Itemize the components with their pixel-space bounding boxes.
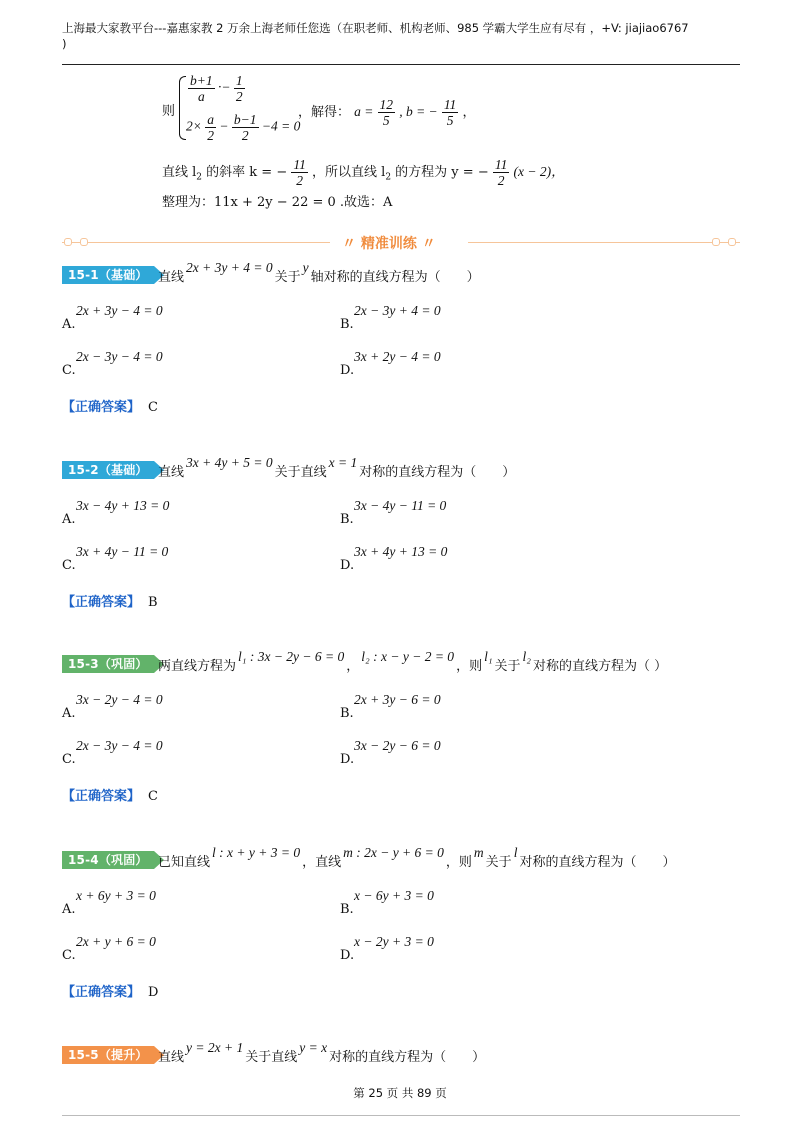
banner-dot-right xyxy=(712,238,720,246)
stem-math: 3x + 4y + 5 = 0 xyxy=(186,455,273,470)
stem-text: 直线 xyxy=(158,270,185,285)
stem-math: l : x + y + 3 = 0 xyxy=(212,845,301,860)
problem-stem xyxy=(158,455,516,480)
stem-text: 关于直线 xyxy=(245,1050,298,1065)
option-label: A. xyxy=(62,512,76,527)
stem-math: y = 2x + 1 xyxy=(186,1040,244,1055)
then-label: 则 xyxy=(162,104,176,119)
problem-badge: 15-4（巩固） xyxy=(62,851,154,869)
header-line1: 上海最大家教平台---嘉惠家教 2 万余上海老师任您选（在职老师、机构老师、985 学霸大学生应有尽有 ，+V: jiajiao6767 xyxy=(62,21,689,35)
final-equation: 整理为：11x + 2y − 22 = 0 .故选：A xyxy=(162,195,393,210)
stem-math: m : 2x − y + 6 = 0 xyxy=(343,845,444,860)
system-brace xyxy=(179,76,186,140)
banner-line-right xyxy=(468,242,740,243)
answer-label: 【正确答案】 xyxy=(62,400,141,415)
problem-badge: 15-3（巩固） xyxy=(62,655,154,673)
stem-text: 对称的直线方程为（ ） xyxy=(359,465,516,480)
answer-value: D xyxy=(148,985,159,1000)
stem-math: y xyxy=(302,260,309,275)
option-math: 3x + 4y + 13 = 0 xyxy=(354,544,448,559)
stem-text: ， xyxy=(346,659,360,674)
stem-math: l₁ xyxy=(484,649,493,664)
stem-math: l xyxy=(513,845,518,860)
option-label: C. xyxy=(62,948,76,963)
option-label: B. xyxy=(340,706,354,721)
stem-math: m xyxy=(473,845,484,860)
problem-stem xyxy=(158,260,480,285)
option-label: D. xyxy=(340,948,355,963)
stem-text: 关于 xyxy=(494,659,521,674)
option-label: B. xyxy=(340,902,354,917)
option-math: 3x − 2y − 6 = 0 xyxy=(354,738,441,753)
problem-stem xyxy=(158,649,668,674)
answer-value: C xyxy=(148,400,158,415)
option-math: 3x − 2y − 4 = 0 xyxy=(76,692,163,707)
option-math: 2x − 3y + 4 = 0 xyxy=(354,303,441,318)
stem-math: l₂ : x − y − 2 = 0 xyxy=(361,649,455,664)
stem-text: 直线 xyxy=(158,1050,185,1065)
option-label: D. xyxy=(340,363,355,378)
problem-badge: 15-1（基础） xyxy=(62,266,154,284)
banner-dot-left2 xyxy=(80,238,88,246)
stem-math: l₂ xyxy=(522,649,531,664)
stem-text: 关于 xyxy=(274,270,301,285)
answer-label: 【正确答案】 xyxy=(62,985,141,1000)
stem-text: 对称的直线方程为（ ） xyxy=(519,855,676,870)
banner-line-left xyxy=(62,242,330,243)
answer-line xyxy=(62,981,158,1000)
option-label: A. xyxy=(62,317,76,332)
option-math: x − 2y + 3 = 0 xyxy=(354,934,434,949)
stem-text: 对称的直线方程为（ ） xyxy=(329,1050,486,1065)
option-math: 3x + 4y − 11 = 0 xyxy=(76,544,169,559)
answer-value: B xyxy=(148,595,158,610)
option-label: B. xyxy=(340,512,354,527)
stem-math: 2x + 3y + 4 = 0 xyxy=(186,260,273,275)
option-label: A. xyxy=(62,902,76,917)
answer-value: C xyxy=(148,789,158,804)
option-math: 2x + y + 6 = 0 xyxy=(76,934,156,949)
header-line2: ) xyxy=(62,37,67,51)
answer-line xyxy=(62,396,158,415)
option-label: D. xyxy=(340,752,355,767)
stem-text: 两直线方程为 xyxy=(158,659,237,674)
banner-title: 〃 精准训练 〃 xyxy=(342,236,436,252)
option-label: C. xyxy=(62,752,76,767)
option-math: x + 6y + 3 = 0 xyxy=(76,888,156,903)
problem-stem xyxy=(158,1040,486,1065)
problem-stem xyxy=(158,845,676,870)
answer-line xyxy=(62,591,158,610)
stem-math: y = x xyxy=(299,1040,328,1055)
answer-label: 【正确答案】 xyxy=(62,789,141,804)
page-number: 第 25 页 共 89 页 xyxy=(353,1086,447,1100)
solve-result: ，解得： a = $\frac{12}{5}$ , b = − $\frac{11}{5}$ ， xyxy=(298,97,476,128)
slope-line: 直线 $l_2$ 的斜率 k = − $\frac{11}{2}$ ，所以直线 $l_2$ 的方程为 y = − $\frac{11}{2}$ (x − 2)， xyxy=(162,157,565,188)
option-math: 2x + 3y − 6 = 0 xyxy=(354,692,441,707)
option-label: C. xyxy=(62,558,76,573)
footer-rule xyxy=(62,1115,740,1116)
stem-text: 关于直线 xyxy=(274,465,327,480)
answer-line xyxy=(62,785,158,804)
option-math: 3x + 2y − 4 = 0 xyxy=(354,349,441,364)
option-math: 2x − 3y − 4 = 0 xyxy=(76,738,163,753)
stem-text: ，则 xyxy=(456,659,483,674)
stem-text: 对称的直线方程为（ ） xyxy=(533,659,668,674)
option-label: C. xyxy=(62,363,76,378)
stem-text: 已知直线 xyxy=(158,855,211,870)
option-math: x − 6y + 3 = 0 xyxy=(354,888,434,903)
option-math: 2x + 3y − 4 = 0 xyxy=(76,303,163,318)
banner-dot-left xyxy=(64,238,72,246)
system-row-1: $\frac{b+1}{a}$ ·− $\frac{1}{2}$ xyxy=(190,73,243,104)
banner-dot-right2 xyxy=(728,238,736,246)
stem-math: x = 1 xyxy=(328,455,358,470)
option-label: B. xyxy=(340,317,354,332)
option-label: D. xyxy=(340,558,355,573)
system-row-2: 2× $\frac{a}{2}$ − $\frac{b-1}{2}$ −4 = 0 xyxy=(186,112,301,143)
stem-text: ，直线 xyxy=(302,855,342,870)
stem-text: 直线 xyxy=(158,465,185,480)
stem-text: 轴对称的直线方程为（ ） xyxy=(310,270,480,285)
option-math: 2x − 3y − 4 = 0 xyxy=(76,349,163,364)
problem-badge: 15-5（提升） xyxy=(62,1046,154,1064)
option-math: 3x − 4y − 11 = 0 xyxy=(354,498,447,513)
option-label: A. xyxy=(62,706,76,721)
problem-badge: 15-2（基础） xyxy=(62,461,154,479)
stem-math: l₁ : 3x − 2y − 6 = 0 xyxy=(238,649,345,664)
stem-text: ，则 xyxy=(445,855,472,870)
stem-text: 关于 xyxy=(485,855,512,870)
option-math: 3x − 4y + 13 = 0 xyxy=(76,498,170,513)
answer-label: 【正确答案】 xyxy=(62,595,141,610)
header-rule xyxy=(62,64,740,65)
